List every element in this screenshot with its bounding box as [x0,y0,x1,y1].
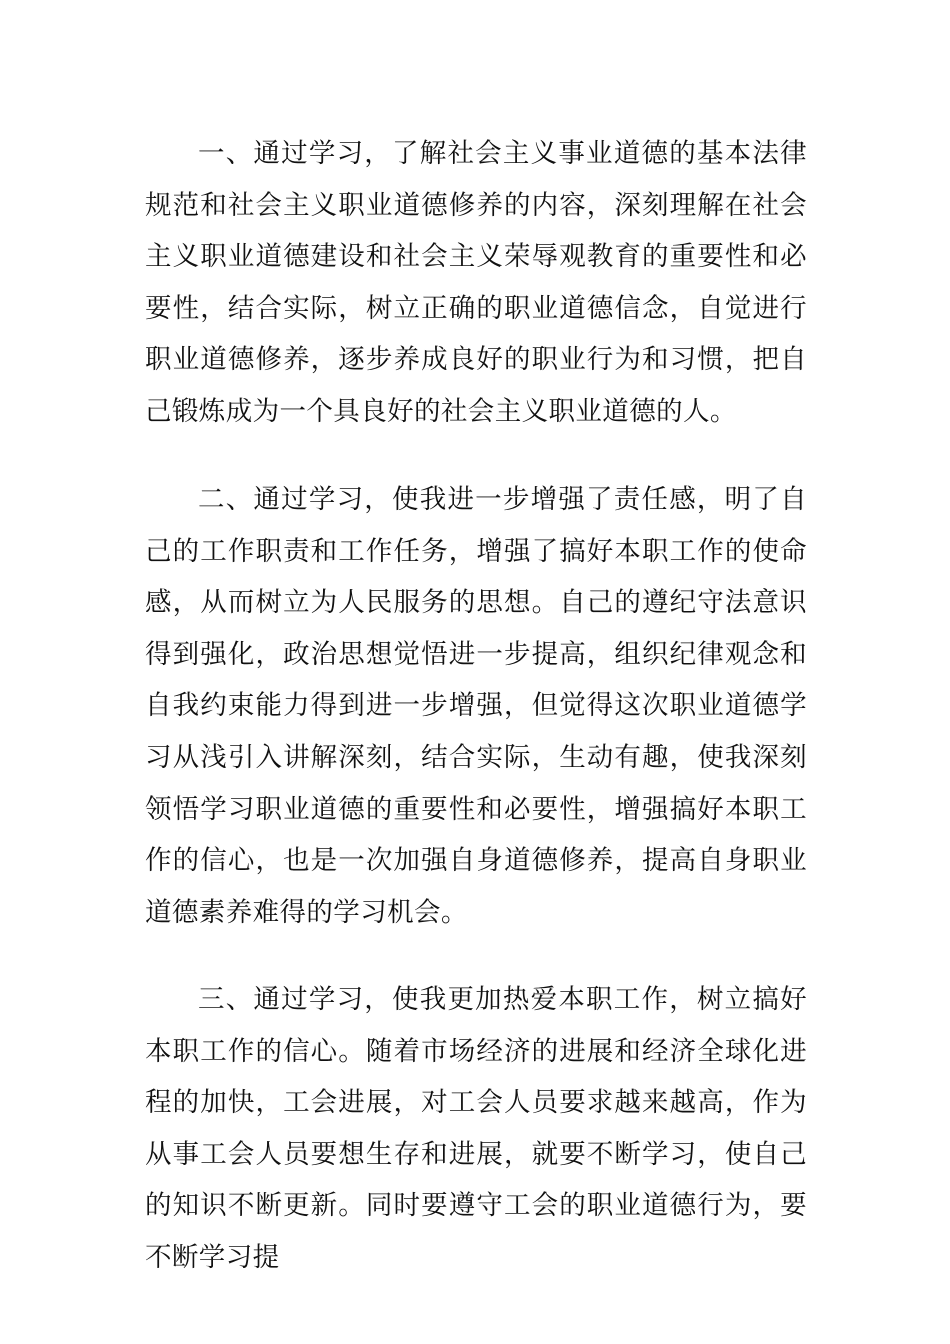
paragraph-3: 三、通过学习，使我更加热爱本职工作，树立搞好本职工作的信心。随着市场经济的进展和经济全球化进程的加快，工会进展，对工会人员要求越来越高，作为从事工会人员要想生存和进展，就要不断学习，使自己的知识不断更新。同时要遵守工会的职业道德行为，要不断学习提 [145,984,807,1273]
paragraph-1: 一、通过学习，了解社会主义事业道德的基本法律规范和社会主义职业道德修养的内容，深刻理解在社会主义职业道德建设和社会主义荣辱观教育的重要性和必要性，结合实际，树立正确的职业道德信念，自觉进行职业道德修养，逐步养成良好的职业行为和习惯，把自己锻炼成为一个具良好的社会主义职业道德的人。 [145,138,807,427]
paragraph-2: 二、通过学习，使我进一步增强了责任感，明了自己的工作职责和工作任务，增强了搞好本职工作的使命感，从而树立为人民服务的思想。自己的遵纪守法意识得到强化，政治思想觉悟进一步提高，组织纪律观念和自我约束能力得到进一步增强，但觉得这次职业道德学习从浅引入讲解深刻，结合实际，生动有趣，使我深刻领悟学习职业道德的重要性和必要性，增强搞好本职工作的信心，也是一次加强自身道德修养，提高自身职业道德素养难得的学习机会。 [145,484,807,928]
